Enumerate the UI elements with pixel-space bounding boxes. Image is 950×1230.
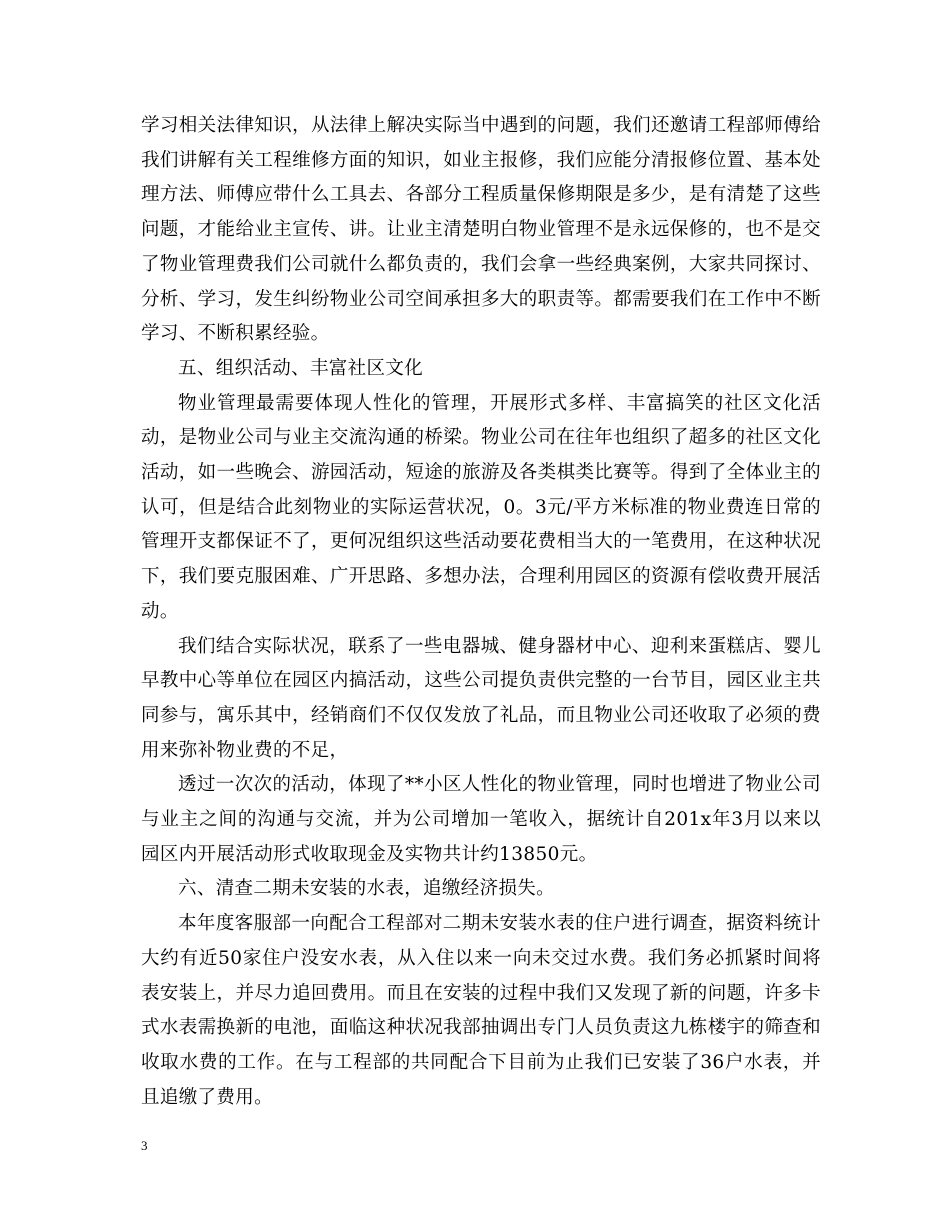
paragraph-community-activities: 物业管理最需要体现人性化的管理，开展形式多样、丰富搞笑的社区文化活动，是物业公司与业主交流沟通的桥梁。物业公司在往年也组织了超多的社区文化活动，如一些晚会、游园活动，短途的旅游及各类棋类比赛等。得到了全体业主的认可，但是结合此刻物业的实际运营状况，0。3元/平方米标准的物业费连日常的管理开支都保证不了，更何况组织这些活动要花费相当大的一笔费用，在这种状况下，我们要克服困难、广开思路、多想办法，合理利用园区的资源有偿收费开展活动。: [141, 392, 821, 622]
section-heading-community-culture: 五、组织活动、丰富社区文化: [178, 357, 424, 379]
document-body: [141, 109, 821, 1115]
paragraph-partner-events: 我们结合实际状况，联系了一些电器城、健身器材中心、迎利来蛋糕店、婴儿早教中心等单位在园区内搞活动，这些公司提负责供完整的一台节目，园区业主共同参与，寓乐其中，经销商们不仅仅发放了礼品，而且物业公司还收取了必须的费用来弥补物业费的不足，: [141, 635, 821, 761]
paragraph-water-meter-survey: 本年度客服部一向配合工程部对二期未安装水表的住户进行调查，据资料统计大约有近50家住户没安水表，从入住以来一向未交过水费。我们务必抓紧时间将表安装上，并尽力追回费用。而且在安装的过程中我们又发现了新的问题，许多卡式水表需换新的电池，面临这种状况我部抽调出专门人员负责这九栋楼宇的筛查和收取水费的工作。在与工程部的共同配合下目前为止我们已安装了36户水表，并且追缴了费用。: [141, 913, 821, 1108]
section-heading-water-meters: 六、清查二期未安装的水表，追缴经济损失。: [178, 878, 556, 900]
paragraph-activity-results: 透过一次次的活动，体现了**小区人性化的物业管理，同时也增进了物业公司与业主之间的沟通与交流，并为公司增加一笔收入，据统计自201x年3月以来以园区内开展活动形式收取现金及实物共计约13850元。: [141, 774, 821, 865]
page-number: 3: [141, 1138, 148, 1153]
paragraph-legal-knowledge: 学习相关法律知识，从法律上解决实际当中遇到的问题，我们还邀请工程部师傅给我们讲解有关工程维修方面的知识，如业主报修，我们应能分清报修位置、基本处理方法、师傅应带什么工具去、各部分工程质量保修期限是多少，是有清楚了这些问题，才能给业主宣传、讲。让业主清楚明白物业管理不是永远保修的，也不是交了物业管理费我们公司就什么都负责的，我们会拿一些经典案例，大家共同探讨、分析、学习，发生纠纷物业公司空间承担多大的职责等。都需要我们在工作中不断学习、不断积累经验。: [141, 115, 821, 345]
